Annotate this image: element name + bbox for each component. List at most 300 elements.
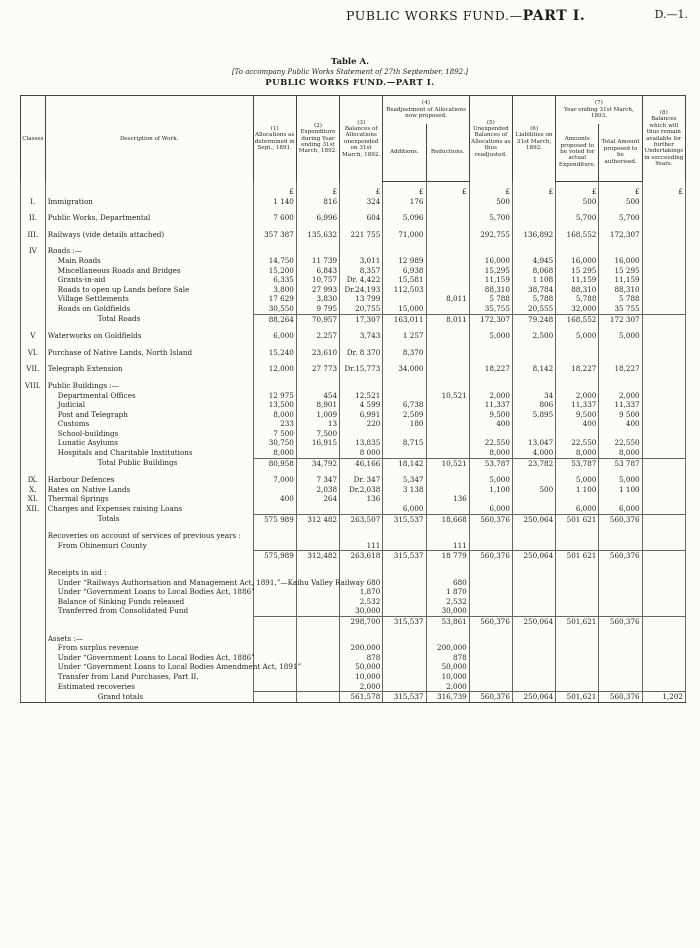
value-cell — [296, 448, 339, 458]
value-cell: 135,632 — [296, 230, 339, 240]
unit-symbol: £ — [296, 182, 339, 197]
value-cell: 8,068 — [512, 266, 555, 276]
spacer-row — [21, 627, 686, 634]
value-cell: 8,901 — [296, 400, 339, 410]
value-cell: 2,532 — [340, 597, 383, 607]
value-cell: 17,307 — [340, 314, 383, 324]
description-cell: Total Public Buildings — [45, 458, 253, 468]
value-cell — [296, 634, 339, 644]
class-cell — [21, 682, 46, 692]
col-1: (1) Allocations as determined in Sept., 1891. — [253, 96, 296, 182]
value-cell — [383, 294, 426, 304]
value-cell — [383, 672, 426, 682]
value-cell: 15,200 — [253, 266, 296, 276]
value-cell: 20,755 — [340, 304, 383, 314]
value-cell: 13 799 — [340, 294, 383, 304]
value-cell — [512, 634, 555, 644]
description-cell: Roads :— — [45, 246, 253, 256]
value-cell — [599, 541, 642, 551]
value-cell: 18,227 — [556, 364, 599, 374]
value-cell — [642, 672, 685, 682]
value-cell — [642, 275, 685, 285]
value-cell — [556, 682, 599, 692]
value-cell: 878 — [340, 653, 383, 663]
table-row — [21, 230, 686, 240]
value-cell — [642, 419, 685, 429]
value-cell: 8,011 — [426, 314, 469, 324]
table-row — [21, 692, 686, 703]
value-cell — [340, 246, 383, 256]
value-cell: 315,537 — [383, 551, 426, 561]
value-cell — [426, 275, 469, 285]
value-cell: Dr.15,773 — [340, 364, 383, 374]
value-cell: 501 621 — [556, 551, 599, 561]
value-cell: 501,621 — [556, 692, 599, 703]
value-cell — [253, 541, 296, 551]
unit-symbol: £ — [469, 182, 512, 197]
class-cell — [21, 438, 46, 448]
value-cell: 292,755 — [469, 230, 512, 240]
value-cell — [469, 653, 512, 663]
class-cell — [21, 275, 46, 285]
description-cell: Under “Railways Authorisation and Management Act, 1891,”—Kaihu Valley Railway — [45, 578, 253, 588]
value-cell — [556, 429, 599, 439]
description-cell: Receipts in aid : — [45, 568, 253, 578]
value-cell — [426, 568, 469, 578]
description-cell: Transfer from Land Purchases, Part II. — [45, 672, 253, 682]
value-cell — [383, 587, 426, 597]
value-cell: 250,064 — [512, 692, 555, 703]
value-cell — [556, 587, 599, 597]
value-cell — [642, 653, 685, 663]
value-cell: 454 — [296, 391, 339, 401]
value-cell — [642, 494, 685, 504]
description-cell: Public Works, Departmental — [45, 213, 253, 223]
class-cell — [21, 551, 46, 561]
value-cell — [253, 381, 296, 391]
class-cell: XII. — [21, 504, 46, 514]
value-cell: 5 788 — [469, 294, 512, 304]
unit-symbol: £ — [512, 182, 555, 197]
value-cell — [383, 541, 426, 551]
value-cell — [599, 634, 642, 644]
value-cell: 1 140 — [253, 197, 296, 207]
value-cell — [426, 485, 469, 495]
table-row — [21, 597, 686, 607]
value-cell: 200,000 — [340, 643, 383, 653]
value-cell: 263,507 — [340, 514, 383, 524]
value-cell: 7,000 — [253, 475, 296, 485]
page-title: PUBLIC WORKS FUND.—PART I. — [346, 8, 586, 24]
table-row — [21, 504, 686, 514]
class-cell: IV — [21, 246, 46, 256]
value-cell: 10,757 — [296, 275, 339, 285]
value-cell: 6,843 — [296, 266, 339, 276]
value-cell: 806 — [512, 400, 555, 410]
value-cell — [426, 364, 469, 374]
value-cell — [253, 246, 296, 256]
description-cell: Post and Telegraph — [45, 410, 253, 420]
value-cell: 10,521 — [426, 391, 469, 401]
value-cell: 18 779 — [426, 551, 469, 561]
value-cell — [253, 682, 296, 692]
table-row — [21, 587, 686, 597]
description-cell: Public Buildings :— — [45, 381, 253, 391]
value-cell: 11,337 — [556, 400, 599, 410]
class-cell: II. — [21, 213, 46, 223]
value-cell: 560,376 — [599, 692, 642, 703]
value-cell — [642, 597, 685, 607]
value-cell: 560,376 — [469, 551, 512, 561]
unit-symbol: £ — [340, 182, 383, 197]
col-6: (6) Liabilities on 31st March, 1892. — [512, 96, 555, 182]
value-cell: 15,240 — [253, 348, 296, 358]
value-cell — [642, 551, 685, 561]
value-cell — [512, 246, 555, 256]
value-cell — [296, 606, 339, 616]
table-row — [21, 514, 686, 524]
value-cell: 12,521 — [340, 391, 383, 401]
value-cell: 298,700 — [340, 616, 383, 626]
value-cell: Dr. 8 370 — [340, 348, 383, 358]
description-cell: Charges and Expenses raising Loans — [45, 504, 253, 514]
value-cell — [383, 568, 426, 578]
description-cell: Under “Government Loans to Local Bodies Act, 1886” — [45, 653, 253, 663]
value-cell: 1 257 — [383, 331, 426, 341]
value-cell — [296, 246, 339, 256]
value-cell: 163,011 — [383, 314, 426, 324]
class-cell — [21, 597, 46, 607]
class-cell — [21, 616, 46, 626]
value-cell — [642, 266, 685, 276]
value-cell — [556, 634, 599, 644]
col-4-additions: Additions. — [383, 124, 426, 182]
value-cell: Dr.24,193 — [340, 285, 383, 295]
value-cell: 11,337 — [469, 400, 512, 410]
col-5: (5) Unexpended Balances of Allocations as thus readjusted. — [469, 96, 512, 182]
col-3: (3) Balances of Allocations unexpended on 31st March, 1892. — [340, 96, 383, 182]
value-cell — [340, 634, 383, 644]
value-cell — [642, 616, 685, 626]
value-cell: 4 599 — [340, 400, 383, 410]
value-cell — [512, 381, 555, 391]
value-cell — [426, 304, 469, 314]
description-cell — [45, 616, 253, 626]
col-classes: Classes — [21, 96, 46, 182]
description-cell: Main Roads — [45, 256, 253, 266]
value-cell: 2,038 — [296, 485, 339, 495]
table-row — [21, 256, 686, 266]
value-cell: 136 — [340, 494, 383, 504]
value-cell: 5,347 — [383, 475, 426, 485]
value-cell — [642, 485, 685, 495]
value-cell: 18,227 — [599, 364, 642, 374]
class-cell — [21, 314, 46, 324]
value-cell — [556, 531, 599, 541]
value-cell — [383, 662, 426, 672]
class-cell — [21, 531, 46, 541]
value-cell: 6,335 — [253, 275, 296, 285]
value-cell — [383, 597, 426, 607]
value-cell: 53,861 — [426, 616, 469, 626]
value-cell — [253, 606, 296, 616]
value-cell: 2,000 — [599, 391, 642, 401]
value-cell: 13,047 — [512, 438, 555, 448]
table-row — [21, 448, 686, 458]
table-row — [21, 458, 686, 468]
value-cell: 233 — [253, 419, 296, 429]
value-cell: 10,000 — [340, 672, 383, 682]
value-cell: 70,957 — [296, 314, 339, 324]
class-cell — [21, 606, 46, 616]
value-cell: 16,000 — [469, 256, 512, 266]
description-cell: Judicial — [45, 400, 253, 410]
value-cell: 6,000 — [253, 331, 296, 341]
col-4-reductions: Reductions. — [426, 124, 469, 182]
value-cell: 8,142 — [512, 364, 555, 374]
value-cell — [296, 504, 339, 514]
value-cell: 357 387 — [253, 230, 296, 240]
spacer-row — [21, 223, 686, 230]
value-cell: 34 — [512, 391, 555, 401]
value-cell: 16,000 — [599, 256, 642, 266]
value-cell: 34,792 — [296, 458, 339, 468]
value-cell — [253, 692, 296, 703]
class-cell: III. — [21, 230, 46, 240]
table-row — [21, 331, 686, 341]
value-cell: 180 — [383, 419, 426, 429]
value-cell — [642, 294, 685, 304]
value-cell: 136,892 — [512, 230, 555, 240]
value-cell: Dr. 347 — [340, 475, 383, 485]
description-cell: Total Roads — [45, 314, 253, 324]
value-cell: 11,159 — [469, 275, 512, 285]
value-cell — [253, 634, 296, 644]
class-cell: XI. — [21, 494, 46, 504]
value-cell — [642, 230, 685, 240]
value-cell — [599, 643, 642, 653]
value-cell — [383, 653, 426, 663]
value-cell — [340, 429, 383, 439]
value-cell — [599, 578, 642, 588]
spacer-row — [21, 561, 686, 568]
value-cell: 500 — [556, 197, 599, 207]
units-row — [21, 182, 686, 197]
value-cell — [556, 662, 599, 672]
class-cell — [21, 304, 46, 314]
table-row — [21, 364, 686, 374]
value-cell: 11,159 — [556, 275, 599, 285]
class-cell — [21, 662, 46, 672]
value-cell — [642, 606, 685, 616]
value-cell: 400 — [253, 494, 296, 504]
value-cell — [642, 458, 685, 468]
value-cell — [469, 568, 512, 578]
value-cell — [599, 682, 642, 692]
value-cell — [469, 578, 512, 588]
value-cell — [426, 429, 469, 439]
value-cell — [512, 348, 555, 358]
table-row — [21, 213, 686, 223]
value-cell — [556, 606, 599, 616]
value-cell: 2,509 — [383, 410, 426, 420]
value-cell — [426, 213, 469, 223]
value-cell — [426, 531, 469, 541]
value-cell: 2,000 — [469, 391, 512, 401]
class-cell — [21, 514, 46, 524]
value-cell: 8,000 — [556, 448, 599, 458]
value-cell — [599, 568, 642, 578]
col-2: (2) Expenditure during Year ending 31st March, 1892. — [296, 96, 339, 182]
value-cell: 112,503 — [383, 285, 426, 295]
spacer-row — [21, 206, 686, 213]
value-cell: 2,000 — [556, 391, 599, 401]
value-cell — [556, 597, 599, 607]
value-cell — [296, 653, 339, 663]
value-cell — [426, 246, 469, 256]
public-works-table — [20, 95, 686, 703]
value-cell — [426, 197, 469, 207]
value-cell: 500 — [599, 197, 642, 207]
value-cell: 5,000 — [556, 331, 599, 341]
value-cell — [469, 597, 512, 607]
value-cell: 2,257 — [296, 331, 339, 341]
value-cell: 400 — [599, 419, 642, 429]
class-cell — [21, 643, 46, 653]
value-cell: 878 — [426, 653, 469, 663]
value-cell: 15,000 — [383, 304, 426, 314]
value-cell — [426, 381, 469, 391]
description-cell — [45, 551, 253, 561]
value-cell — [556, 381, 599, 391]
value-cell — [296, 531, 339, 541]
page-header — [0, 8, 700, 28]
value-cell: 560,376 — [469, 692, 512, 703]
value-cell: 2,532 — [426, 597, 469, 607]
value-cell — [642, 391, 685, 401]
value-cell: 88,310 — [469, 285, 512, 295]
description-cell: Purchase of Native Lands, North Island — [45, 348, 253, 358]
value-cell — [469, 348, 512, 358]
description-cell: Roads to open up Lands before Sale — [45, 285, 253, 295]
value-cell — [642, 475, 685, 485]
value-cell — [469, 246, 512, 256]
value-cell: 22,550 — [469, 438, 512, 448]
class-cell — [21, 256, 46, 266]
value-cell: 13,835 — [340, 438, 383, 448]
value-cell: 46,166 — [340, 458, 383, 468]
description-cell: Village Settlements — [45, 294, 253, 304]
value-cell — [340, 531, 383, 541]
value-cell — [512, 587, 555, 597]
value-cell — [512, 429, 555, 439]
value-cell: 168,552 — [556, 314, 599, 324]
table-row — [21, 653, 686, 663]
value-cell: 560,376 — [469, 514, 512, 524]
value-cell: 6,000 — [383, 504, 426, 514]
value-cell — [383, 682, 426, 692]
value-cell: 1,009 — [296, 410, 339, 420]
value-cell: 560,376 — [599, 551, 642, 561]
class-cell — [21, 587, 46, 597]
value-cell — [556, 494, 599, 504]
value-cell: 5,700 — [556, 213, 599, 223]
unit-symbol: £ — [556, 182, 599, 197]
value-cell — [642, 643, 685, 653]
value-cell: 250,064 — [512, 551, 555, 561]
value-cell: 1,202 — [642, 692, 685, 703]
value-cell: 2,500 — [512, 331, 555, 341]
value-cell — [383, 429, 426, 439]
table-row — [21, 606, 686, 616]
value-cell: 400 — [556, 419, 599, 429]
value-cell: 172,307 — [469, 314, 512, 324]
value-cell — [599, 348, 642, 358]
spacer-row — [21, 357, 686, 364]
table-row — [21, 485, 686, 495]
value-cell: 30,750 — [253, 438, 296, 448]
description-cell: Railways (vide details attached) — [45, 230, 253, 240]
class-cell: X. — [21, 485, 46, 495]
value-cell: 14,750 — [253, 256, 296, 266]
description-cell: Hospitals and Charitable Institutions — [45, 448, 253, 458]
value-cell — [512, 672, 555, 682]
value-cell: 20,555 — [512, 304, 555, 314]
value-cell — [512, 197, 555, 207]
value-cell: 1 870 — [426, 587, 469, 597]
value-cell — [383, 606, 426, 616]
value-cell — [383, 643, 426, 653]
value-cell: 172,307 — [599, 230, 642, 240]
value-cell: 312 482 — [296, 514, 339, 524]
value-cell: 34,000 — [383, 364, 426, 374]
value-cell: 8,000 — [469, 448, 512, 458]
value-cell: 8,370 — [383, 348, 426, 358]
class-cell — [21, 391, 46, 401]
value-cell — [296, 692, 339, 703]
value-cell — [642, 541, 685, 551]
value-cell — [383, 531, 426, 541]
value-cell — [556, 672, 599, 682]
value-cell: Dr.2,038 — [340, 485, 383, 495]
value-cell — [642, 364, 685, 374]
table-row — [21, 578, 686, 588]
table-row — [21, 494, 686, 504]
value-cell — [642, 381, 685, 391]
value-cell: 400 — [469, 419, 512, 429]
table-row — [21, 541, 686, 551]
value-cell — [556, 348, 599, 358]
value-cell: 111 — [340, 541, 383, 551]
value-cell — [340, 381, 383, 391]
class-cell: IX. — [21, 475, 46, 485]
value-cell: 18,668 — [426, 514, 469, 524]
table-row — [21, 634, 686, 644]
value-cell: 250,064 — [512, 616, 555, 626]
description-cell: Miscellaneous Roads and Bridges — [45, 266, 253, 276]
description-cell: From Ohinemuri County — [45, 541, 253, 551]
value-cell: 30,000 — [426, 606, 469, 616]
class-cell — [21, 458, 46, 468]
unit-symbol: £ — [599, 182, 642, 197]
value-cell: 2,000 — [340, 682, 383, 692]
value-cell: 8,000 — [253, 448, 296, 458]
value-cell: 5,895 — [512, 410, 555, 420]
value-cell: 200,000 — [426, 643, 469, 653]
value-cell: 315,537 — [383, 616, 426, 626]
value-cell: 5 788 — [599, 294, 642, 304]
value-cell — [426, 634, 469, 644]
